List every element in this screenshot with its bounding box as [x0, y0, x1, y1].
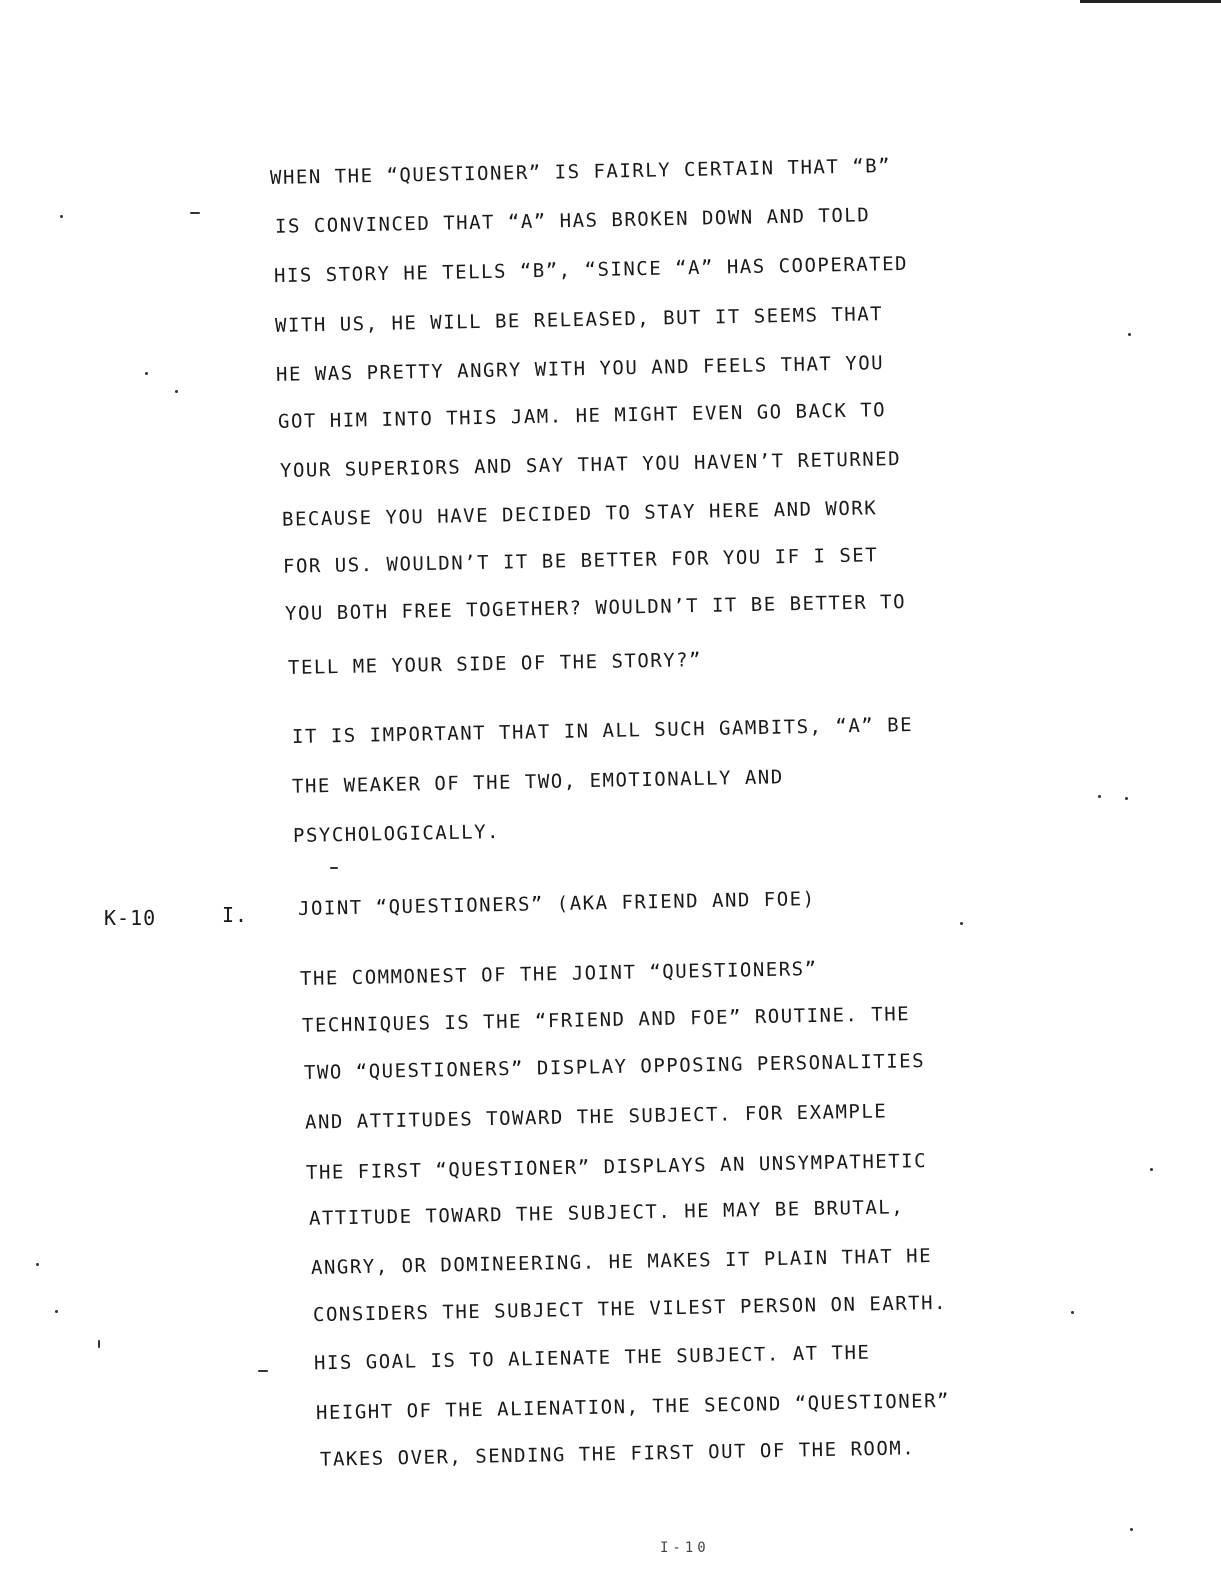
paragraph-3-line: ANGRY, OR DOMINEERING. HE MAKES IT PLAIN THAT HE [310, 1245, 933, 1279]
paragraph-1-line: HIS STORY HE TELLS “B”, “SINCE “A” HAS COOPERATED [273, 252, 909, 288]
scan-speck [1071, 1311, 1074, 1314]
scan-speck [1098, 795, 1101, 798]
section-letter: I. [222, 903, 249, 927]
paragraph-1-line: WITH US, HE WILL BE RELEASED, BUT IT SEEMS THAT [274, 303, 884, 337]
scan-speck [190, 212, 200, 214]
paragraph-3-line: HIS GOAL IS TO ALIENATE THE SUBJECT. AT THE [313, 1341, 871, 1375]
scan-speck [1128, 333, 1131, 336]
paragraph-1-line: TELL ME YOUR SIDE OF THE STORY?” [287, 649, 703, 679]
scan-speck [1150, 1168, 1153, 1171]
section-code: K-10 [104, 906, 157, 930]
paragraph-3-line: THE FIRST “QUESTIONER” DISPLAYS AN UNSYMPATHETIC [305, 1150, 928, 1184]
paragraph-1-line: FOR US. WOULDN’T IT BE BETTER FOR YOU IF I SET [282, 544, 879, 578]
paragraph-2-line: PSYCHOLOGICALLY. [292, 821, 501, 847]
scan-edge-mark [1080, 0, 1221, 3]
paragraph-1-line: YOUR SUPERIORS AND SAY THAT YOU HAVEN’T RETURNED [279, 448, 902, 482]
scan-speck [36, 1263, 39, 1266]
paragraph-3-line: AND ATTITUDES TOWARD THE SUBJECT. FOR EXAMPLE [304, 1100, 888, 1134]
scan-speck [175, 390, 178, 393]
scan-speck [258, 1370, 268, 1372]
paragraph-1-line: YOU BOTH FREE TOGETHER? WOULDN’T IT BE BETTER TO [284, 591, 907, 625]
paragraph-1-line: GOT HIM INTO THIS JAM. HE MIGHT EVEN GO BACK TO [277, 399, 887, 433]
paragraph-2-line: IT IS IMPORTANT THAT IN ALL SUCH GAMBITS, “A” BE [291, 714, 914, 748]
scan-speck [1125, 797, 1128, 800]
paragraph-3-line: CONSIDERS THE SUBJECT THE VILEST PERSON ON EARTH. [312, 1291, 948, 1327]
paragraph-3-line: HEIGHT OF THE ALIENATION, THE SECOND “QUESTIONER” [315, 1389, 951, 1425]
scan-speck [960, 922, 963, 925]
paragraph-2-line: THE WEAKER OF THE TWO, EMOTIONALLY AND [291, 766, 784, 798]
paragraph-3-line: ATTITUDE TOWARD THE SUBJECT. HE MAY BE BRUTAL, [308, 1196, 905, 1230]
page-number: I-10 [660, 1540, 710, 1556]
paragraph-3-line: TAKES OVER, SENDING THE FIRST OUT OF THE ROOM. [319, 1437, 916, 1471]
paragraph-3-line: TECHNIQUES IS THE “FRIEND AND FOE” ROUTINE. THE [301, 1003, 911, 1037]
scan-speck [145, 372, 148, 375]
paragraph-1-line: WHEN THE “QUESTIONER” IS FAIRLY CERTAIN THAT “B” [269, 155, 892, 189]
paragraph-3-line: TWO “QUESTIONERS” DISPLAY OPPOSING PERSONALITIES [303, 1050, 926, 1084]
scan-speck [1130, 1528, 1133, 1531]
paragraph-1-line: BECAUSE YOU HAVE DECIDED TO STAY HERE AND WORK [281, 497, 878, 531]
paragraph-3-line: THE COMMONEST OF THE JOINT “QUESTIONERS” [299, 958, 818, 990]
scan-speck [60, 215, 63, 218]
section-heading: JOINT “QUESTIONERS” (AKA FRIEND AND FOE) [297, 888, 816, 920]
scan-speck [98, 1340, 100, 1348]
scan-speck [55, 1310, 58, 1313]
paragraph-1-line: HE WAS PRETTY ANGRY WITH YOU AND FEELS THAT YOU [275, 352, 885, 386]
scan-speck [330, 867, 338, 869]
paragraph-1-line: IS CONVINCED THAT “A” HAS BROKEN DOWN AND TOLD [274, 204, 871, 238]
